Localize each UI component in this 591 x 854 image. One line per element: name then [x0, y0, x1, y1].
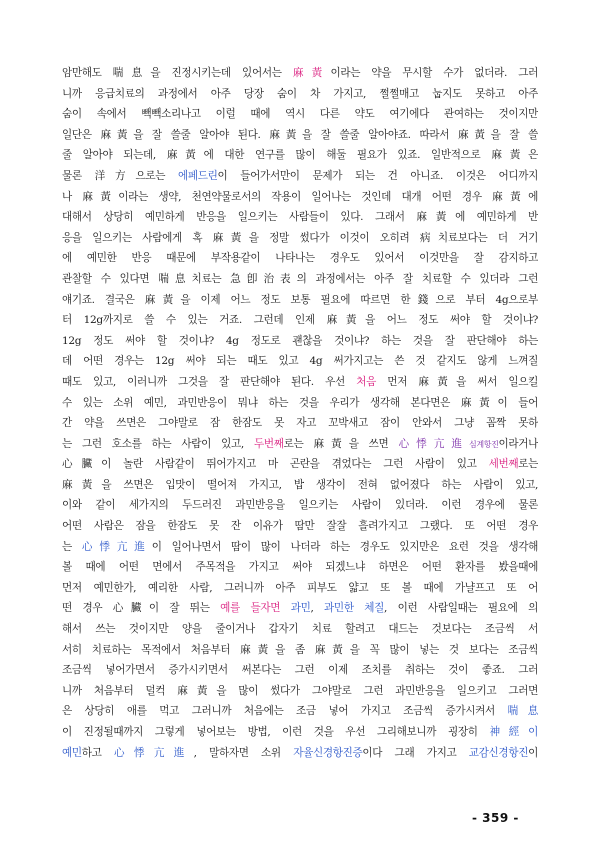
highlighted-term: 과민한 체질 — [324, 602, 385, 615]
text-run: 물론 洋方으로는 — [62, 169, 178, 182]
text-run: 니까 처음부터 덜컥 麻黃을 많이 썼다가 그야말로 그런 과민반응을 일으키고 그러면 — [62, 684, 538, 697]
text-line — [62, 331, 538, 352]
text-run: 간 약을 쓰면은 그야말로 잠 한잠도 못 자고 꼬박새고 잠이 안와서 그냥 꼼짝 못하 — [62, 417, 538, 430]
highlighted-term: 神經이 — [489, 726, 538, 738]
text-run: 이다 그래 가지고 — [362, 746, 469, 759]
highlighted-term: 心悸亢進 — [81, 540, 152, 553]
page-number: - 359 - — [472, 811, 519, 825]
text-run: 떤 경우 心臟이 잘 뛰는 — [62, 602, 221, 615]
highlighted-term: 예민 — [62, 746, 82, 759]
text-line — [62, 104, 538, 125]
text-line — [62, 290, 538, 311]
text-run: 는 그런 호소를 하는 사람이 있고, — [62, 437, 254, 450]
text-run: 암만해도 喘息을 진정시키는데 있어서는 — [62, 67, 293, 79]
text-run: 나 麻黃이라는 생약, 천연약물로서의 작용이 일어나는 것인데 대개 어떤 경우 麻黃에 — [62, 190, 538, 203]
text-run: , 이런 사람일때는 필요에 의 — [384, 602, 538, 615]
text-run: 는 — [62, 540, 82, 553]
text-run: 이 들어가서만이 문제가 되는 건 아니죠. 이것은 어디까지 — [217, 169, 538, 182]
text-run: 이와 같이 세가지의 두드러진 과민반응을 일으키는 사람이 있더라. 이런 경우에 물론 — [62, 499, 538, 512]
text-run: 心臟이 놀란 사람같이 뛰어가지고 마 곤란을 겪었다는 그런 사람이 있고 — [62, 458, 489, 471]
text-run: 이 — [528, 746, 538, 759]
text-run: 서히 치료하는 목적에서 처음부터 麻黃을 좀 麻黃을 꼭 많이 넣는 것 보다는 조금씩 — [62, 643, 538, 656]
text-run: 조금씩 넣어가면서 증가시키면서 써본다는 그런 이제 조치를 취하는 것이 좋죠. 그러 — [62, 664, 538, 677]
highlighted-term: 두번째 — [253, 437, 284, 450]
text-run: , — [310, 602, 325, 615]
text-run: 먼저 예민한가, 예리한 사람, 그러니까 아주 피부도 얇고 또 볼 때에 가냘프고 또 어 — [62, 581, 538, 594]
text-line — [62, 310, 538, 331]
text-line — [62, 248, 538, 269]
text-run: 줄 알아야 되는데, 麻黃에 대한 연구를 많이 해둘 필요가 있죠. 일반적으로 麻黃은 — [62, 149, 538, 162]
highlighted-term: 세번째 — [488, 458, 519, 471]
text-run: 은 상당히 애를 먹고 그러니까 처음에는 조금 넣어 가지고 조금씩 증가시켜서 — [62, 705, 508, 718]
text-line — [62, 413, 538, 434]
text-line — [62, 351, 538, 372]
text-line — [62, 84, 538, 105]
text-line — [62, 207, 538, 228]
text-line — [62, 743, 538, 764]
text-line — [62, 619, 538, 640]
text-run: 에 예민한 반응 때문에 부작용같이 나타나는 경우도 있어서 이것만을 잘 감지하고 — [62, 252, 538, 265]
highlighted-term: 자율신경항진증 — [293, 746, 363, 759]
text-line — [62, 495, 538, 516]
text-line — [62, 557, 538, 578]
text-line — [62, 660, 538, 681]
text-run: 12g 정도 써야 할 것이냐? 4g 정도로 괜찮을 것이냐? 하는 것을 잘 판단해야 하는 — [62, 334, 538, 347]
text-run: 어떤 사람은 잠을 한잠도 못 잔 이유가 땀만 잘잘 흘려가지고 그랬다. 또 어떤 경우 — [62, 520, 538, 533]
text-run: 麻黃을 쓰면은 입맛이 떨어져 가지고, 밥 생각이 전혀 없어졌다 하는 사람이 있고, — [62, 478, 538, 491]
text-run: 로는 麻黃을 쓰면 — [283, 437, 399, 450]
text-run: 일단은 麻黃을 잘 쓸줄 알아야 된다. 麻黃을 잘 쓸줄 알아야죠. 따라서 麻黃을 잘 쓸 — [62, 128, 538, 141]
text-run: 응을 일으키는 사람에게 혹 麻黃을 정말 썼다가 이것이 오히려 病치료보다는 더 거기 — [62, 231, 538, 244]
text-line — [62, 640, 538, 661]
text-run: 먼저 麻黃을 써서 일으킬 — [376, 375, 538, 388]
highlighted-term: 心悸亢進 — [398, 437, 469, 450]
text-run: 대해서 상당히 예민하게 반응을 일으키는 사람들이 있다. 그래서 麻黃에 예민하게 반 — [62, 211, 538, 224]
text-line — [62, 475, 538, 496]
text-run: 관찰할 수 있다면 喘息치료는 急卽治表의 과정에서는 아주 잘 치료할 수 있더라 그런 — [62, 272, 538, 285]
text-line — [62, 454, 538, 475]
highlighted-term: 심계항진 — [468, 439, 499, 449]
highlighted-term: 에페드린 — [177, 169, 218, 182]
body-paragraph — [62, 63, 538, 763]
text-line — [62, 187, 538, 208]
text-run: 얘기죠. 결국은 麻黃을 이제 어느 정도 보통 필요에 따르면 한錢으로 부터 4g으로부 — [62, 293, 538, 306]
text-line — [62, 537, 538, 558]
text-line — [62, 372, 538, 393]
text-run — [280, 602, 291, 614]
highlighted-term: 과민 — [290, 602, 311, 615]
highlighted-term: 喘息 — [507, 705, 538, 718]
text-run: 로는 — [518, 458, 538, 471]
text-run: , 말하자면 소위 — [193, 746, 294, 759]
text-run: 이라는 약을 무시할 수가 없더라. 그러 — [330, 67, 538, 79]
text-run: 볼 때에 어떤 면에서 주목적을 가지고 써야 되겠느냐 하면은 어떤 환자를 봤을때에 — [62, 561, 538, 574]
text-line — [62, 578, 538, 599]
text-line — [62, 434, 538, 455]
text-run: 이 일어나면서 땀이 많이 나더라 하는 경우도 있지만은 요런 것을 생각해 — [151, 540, 538, 553]
text-line — [62, 701, 538, 722]
text-line — [62, 598, 538, 619]
text-run: 하고 — [81, 746, 114, 759]
text-run: 숨이 속에서 빽빽소리나고 이럴 때에 역시 다른 약도 여기에다 관여하는 것이지만 — [62, 108, 538, 121]
text-run: 때도 있고, 이러니까 그것을 잘 판단해야 된다. 우선 — [62, 375, 357, 388]
text-run: 해서 쓰는 것이지만 양을 줄이거나 갑자기 치료 할려고 대드는 것보다는 조금씩 서 — [62, 623, 538, 636]
text-run: 니까 응급치료의 과정에서 아주 당장 숨이 차 가지고, 쩔쩔매고 눕지도 못하고 아주 — [62, 87, 538, 100]
text-line — [62, 681, 538, 702]
text-run: 수 있는 소위 예민, 과민반응이 뭐냐 하는 것을 우리가 생각해 본다면은 麻黃이 들어 — [62, 396, 538, 409]
highlighted-term: 교감신경항진 — [468, 746, 529, 759]
text-line — [62, 516, 538, 537]
text-run: 터 12g까지로 쓸 수 있는 거죠. 그런데 인제 麻黃을 어느 정도 써야 할 것이냐? — [62, 314, 538, 327]
text-line — [62, 393, 538, 414]
text-line — [62, 145, 538, 166]
text-line — [62, 722, 538, 743]
highlighted-term: 예를 들자면 — [220, 602, 281, 615]
text-line — [62, 166, 538, 187]
text-line — [62, 63, 538, 84]
highlighted-term: 心悸亢進 — [113, 746, 194, 759]
text-run: 데 어떤 경우는 12g 써야 되는 때도 있고 4g 써가지고는 쓴 것 같지도 않게 느껴질 — [62, 355, 538, 368]
text-run: 이라거나 — [498, 437, 538, 450]
text-line — [62, 228, 538, 249]
highlighted-term: 麻黃 — [292, 67, 331, 79]
text-run: 이 진정될때까지 그렇게 넣어보는 방법, 이런 것을 우선 그리해보니까 굉장히 — [62, 726, 490, 738]
highlighted-term: 처음 — [356, 375, 376, 388]
text-line — [62, 269, 538, 290]
text-line — [62, 125, 538, 146]
